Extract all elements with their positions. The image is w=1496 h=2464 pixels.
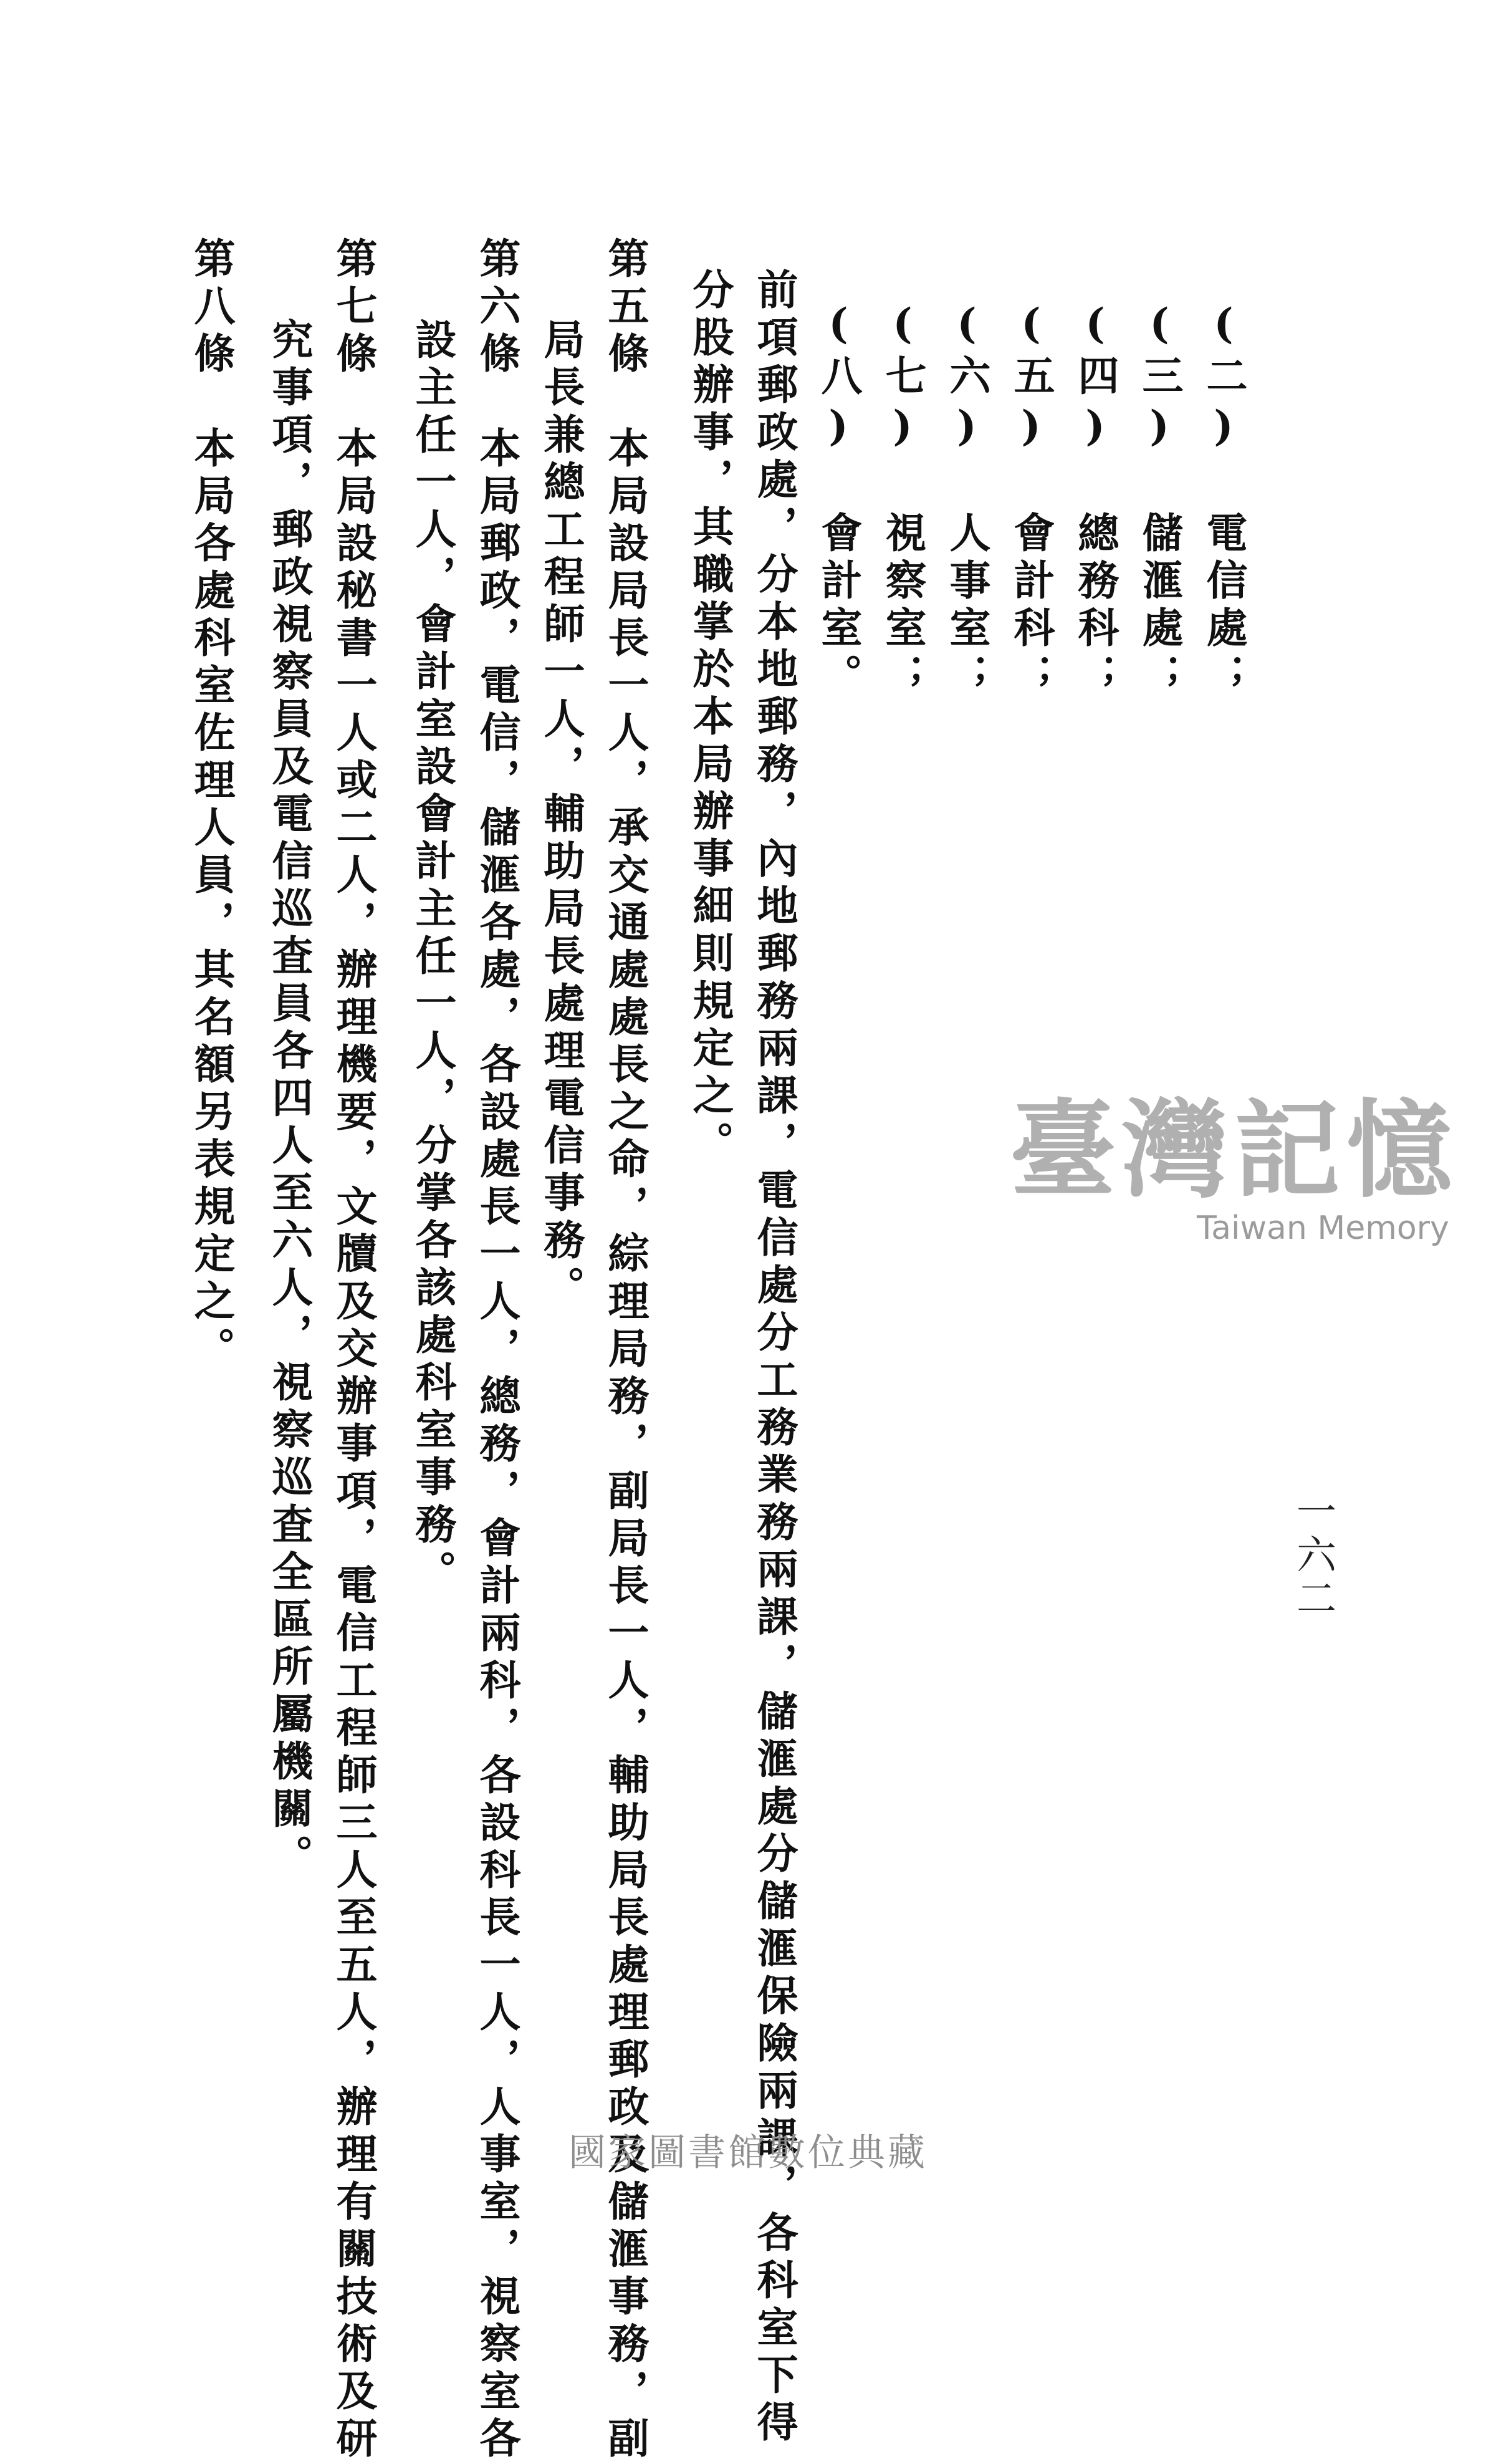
text-column-9: 分股辦事，其職掌於本局辦事細則規定之。 <box>686 268 734 1168</box>
text-column-14: 第七條 本局設秘書一人或二人，辦理機要，文牘及交辦事項，電信工程師三人至五人，辦理有關技術及研 <box>329 237 378 2464</box>
text-column-7: (八) 會計室。 <box>814 299 863 701</box>
text-column-3: (四) 總務科； <box>1071 299 1120 701</box>
watermark-english: Taiwan Memory <box>1197 1210 1449 1247</box>
text-column-10: 第五條 本局設局長一人，承交通處處長之命，綜理局務，副局長一人，輔助局長處理郵政及儲滙事務，副 <box>601 237 650 2464</box>
text-column-15: 究事項，郵政視察員及電信巡査員各四人至六人，視察巡査全區所屬機關。 <box>265 318 314 1882</box>
text-column-6: (七) 視察室； <box>878 299 927 701</box>
watermark-logo <box>1010 1088 1459 1247</box>
text-column-2: (三) 儲滙處； <box>1135 299 1184 701</box>
page-number: 一六二 <box>1290 1490 1336 1621</box>
text-column-12: 第六條 本局郵政，電信，儲滙各處，各設處長一人，總務，會計兩科，各設科長一人，人事室，視察室各 <box>472 237 521 2464</box>
text-column-4: (五) 會計科； <box>1007 299 1055 701</box>
footer-caption: 國家圖書館數位典藏 <box>568 2131 928 2175</box>
text-column-8: 前項郵政處，分本地郵務，內地郵務兩課，電信處分工務業務兩課，儲滙處分儲滙保險兩課，各科室下得 <box>750 268 798 2448</box>
text-column-1: (二) 電信處； <box>1199 299 1248 701</box>
text-column-11: 局長兼總工程師一人，輔助局長處理電信事務。 <box>537 318 585 1313</box>
text-column-13: 設主任一人，會計室設會計主任一人，分掌各該處科室事務。 <box>408 318 457 1597</box>
text-column-16: 第八條 本局各處科室佐理人員，其名額另表規定之。 <box>187 237 236 1374</box>
watermark-chinese: 臺灣記憶 <box>1010 1088 1459 1213</box>
text-column-5: (六) 人事室； <box>942 299 991 701</box>
